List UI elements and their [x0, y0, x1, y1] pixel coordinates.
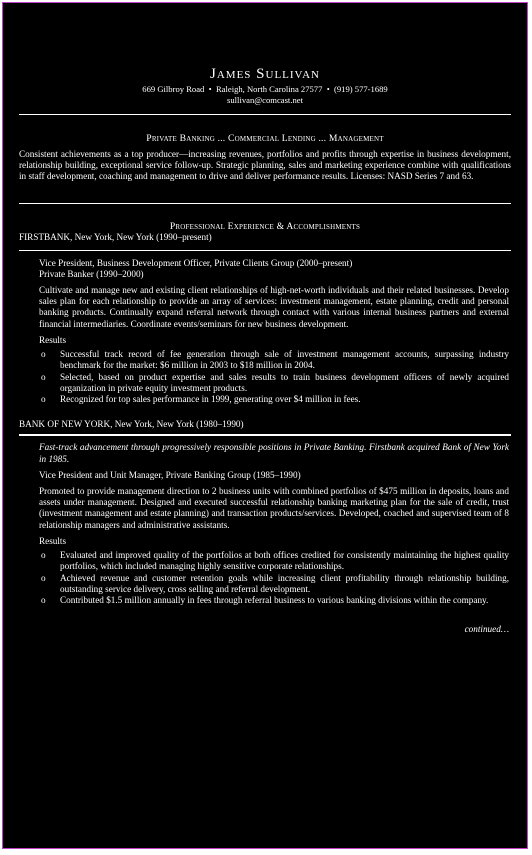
divider: [19, 114, 511, 115]
list-item: o Achieved revenue and customer retention goals while increasing client profitability through relationship building, outstanding service delivery, cross selling and referral development.: [41, 572, 509, 594]
bullet-icon: o: [41, 572, 46, 583]
phone: (919) 577-1689: [334, 84, 388, 95]
results-list: [3, 349, 527, 405]
employer-divider: [19, 250, 511, 251]
bullet-icon: o: [41, 393, 46, 404]
job-description: Promoted to provide management direction to 2 business units with combined portfolios of $475 million in deposits, loans and assets under management. Designed and executed successful relationship banking marketing plan for the sale of credit, trust (investment management and estate planning) and transaction products/services. Developed, coached and supervised team of 8 relationship managers and administrative assistants.: [39, 486, 509, 530]
contact-separator: •: [208, 84, 212, 95]
job-description: Cultivate and manage new and existing client relationships of high-net-worth individuals and their related businesses. Develop sales plan for each relationship to provide an array of services: investment management, estate planning, credit and personal banking products. Continually expand referral network through contact with various internal business partners and external financial intermediaries. Coordinate events/seminars for new business development.: [39, 284, 509, 329]
experience-banner: Professional Experience & Accomplishments: [169, 220, 361, 232]
resume-header: [3, 3, 527, 105]
job-block: [3, 442, 527, 606]
job-intro: Fast-track advancement through progressively responsible positions in Private Banking. Firstbank acquired Bank of New York in 1985.: [39, 442, 509, 464]
divider: [19, 203, 511, 204]
bullet-icon: o: [41, 349, 46, 360]
bullet-icon: o: [41, 595, 46, 606]
results-label: Results: [39, 334, 67, 345]
results-list: [3, 550, 527, 606]
results-label: Results: [39, 535, 67, 546]
email: sullivan@comcast.net: [227, 94, 303, 105]
address: 669 Gilbroy Road: [142, 84, 205, 95]
candidate-name: James Sullivan: [210, 66, 320, 82]
profile-banner: Private Banking ... Commercial Lending ... Management: [146, 133, 384, 145]
job-block: [3, 258, 527, 406]
list-item: o Recognized for top sales performance in 1999, generating over $4 million in fees.: [41, 393, 361, 404]
contact-separator: •: [326, 84, 330, 95]
continued-note: continued…: [464, 624, 509, 635]
employer-heading: BANK OF NEW YORK, New York, New York (1980–1990): [19, 419, 244, 430]
job-title: Vice President and Unit Manager, Private Banking Group (1985–1990): [39, 469, 301, 480]
list-item: o Selected, based on product expertise and sales results to train business development officers of newly acquired organization in private equity investment products.: [41, 371, 509, 393]
resume-page: [2, 2, 528, 849]
job-title: Vice President, Business Development Officer, Private Clients Group (2000–present): [39, 257, 353, 268]
bullet-icon: o: [41, 550, 46, 561]
list-item: o Successful track record of fee generation through sale of investment management accounts, surpassing industry benchmark for the market: $6 million in 2003 to $18 million in 2004.: [41, 349, 509, 371]
city: Raleigh, North Carolina 27577: [215, 84, 323, 95]
employer-heading: FIRSTBANK, New York, New York (1990–present): [19, 232, 212, 243]
list-item: o Evaluated and improved quality of the portfolios at both offices credited for consistently maintaining the highest quality portfolios, which included managing highly sensitive corporate relationships.: [41, 550, 509, 572]
contact-line: [3, 84, 527, 94]
list-item: o Contributed $1.5 million annually in fees through referral business to various banking divisions within the company.: [41, 595, 489, 606]
employer-divider: [19, 434, 511, 436]
profile-summary: Consistent achievements as a top producer—increasing revenues, portfolios and profits through expertise in business development, relationship building, exceptional service follow-up. Strategic planning, sales and marketing experience combine with qualifications in staff development, coaching and management to drive and deliver performance results. Licenses: NASD Series 7 and 63.: [19, 148, 511, 182]
bullet-icon: o: [41, 371, 46, 382]
job-title: Private Banker (1990–2000): [39, 268, 144, 279]
